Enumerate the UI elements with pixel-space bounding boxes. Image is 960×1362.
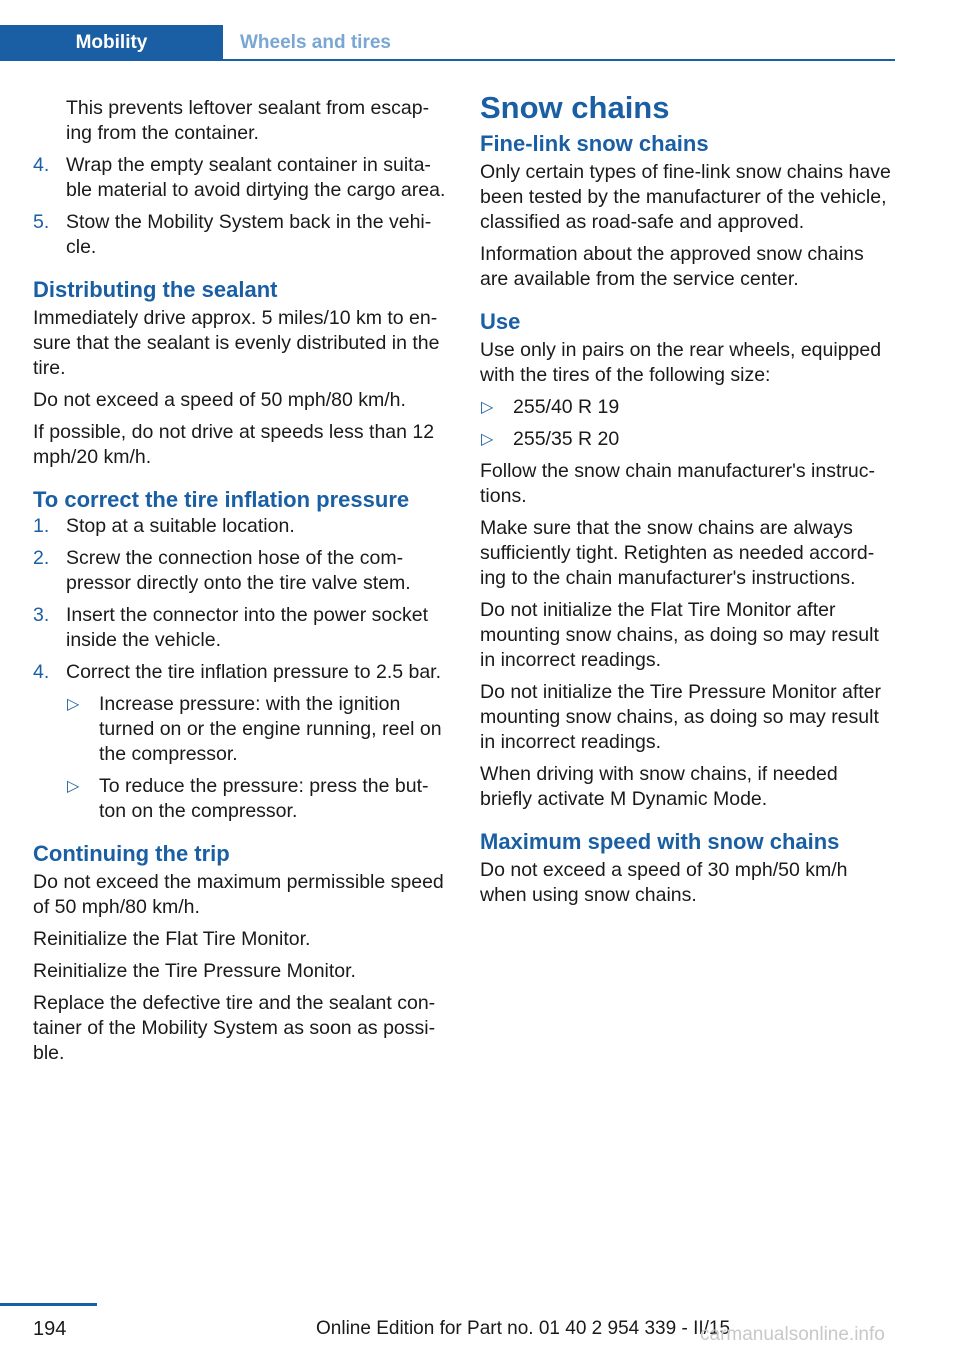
paragraph: When driving with snow chains, if needed briefly activate M Dynamic Mode. bbox=[480, 763, 838, 810]
left-column bbox=[33, 96, 449, 1073]
page-title: Snow chains bbox=[480, 90, 670, 125]
heading-correct-inflation: To correct the tire inflation pressure bbox=[33, 487, 410, 512]
step-number: 2. bbox=[33, 547, 50, 569]
chapter-tabbar bbox=[0, 25, 895, 61]
paragraph: Make sure that the snow chains are always sufficiently tight. Retighten as needed accord- ing to the chain manufacturer's instructions. bbox=[480, 517, 875, 589]
paragraph: Use only in pairs on the rear wheels, equipped with the tires of the following size: bbox=[480, 339, 882, 386]
paragraph: Do not exceed a speed of 30 mph/50 km/h when using snow chains. bbox=[480, 859, 848, 906]
list-item bbox=[33, 514, 449, 539]
step-number: 4. bbox=[33, 154, 50, 176]
paragraph: Immediately drive approx. 5 miles/10 km to en- sure that the sealant is evenly distributed in the tire. bbox=[33, 307, 440, 379]
paragraph: Reinitialize the Tire Pressure Monitor. bbox=[33, 960, 356, 982]
step-text: Wrap the empty sealant container in suita- ble material to avoid dirtying the cargo area. bbox=[66, 154, 446, 201]
list-item bbox=[33, 210, 449, 260]
footer-rule bbox=[0, 1303, 97, 1306]
list-item bbox=[33, 153, 449, 203]
step-text: Stop at a suitable location. bbox=[66, 515, 295, 537]
triangle-right-icon: ▷ bbox=[67, 778, 80, 795]
paragraph: Only certain types of fine-link snow chains have been tested by the manufacturer of the vehicle, classified as road-safe and approved. bbox=[480, 161, 891, 233]
edition-note: Online Edition for Part no. 01 40 2 954 339 - II/15 bbox=[316, 1318, 731, 1339]
paragraph: If possible, do not drive at speeds less than 12 mph/20 km/h. bbox=[33, 421, 435, 468]
paragraph: Reinitialize the Flat Tire Monitor. bbox=[33, 928, 311, 950]
triangle-right-icon: ▷ bbox=[67, 696, 80, 713]
step-text: Correct the tire inflation pressure to 2.5 bar. bbox=[66, 661, 442, 683]
page-number: 194 bbox=[33, 1318, 67, 1340]
triangle-right-icon: ▷ bbox=[481, 431, 494, 448]
bullet-text: To reduce the pressure: press the but- ton on the compressor. bbox=[99, 775, 429, 822]
bullet-text: Increase pressure: with the ignition turned on or the engine running, reel on the compressor. bbox=[99, 693, 442, 765]
step-text: Insert the connector into the power socket inside the vehicle. bbox=[66, 604, 429, 651]
step-text: Stow the Mobility System back in the vehi- cle. bbox=[66, 211, 432, 258]
heading-continuing-trip: Continuing the trip bbox=[33, 841, 230, 866]
step-continuation: This prevents leftover sealant from escap- ing from the container. bbox=[66, 97, 430, 144]
tab-underline bbox=[223, 59, 895, 61]
step-number: 5. bbox=[33, 211, 50, 233]
bullet-item bbox=[66, 692, 449, 767]
paragraph: Do not initialize the Tire Pressure Monitor after mounting snow chains, as doing so may result in incorrect readings. bbox=[480, 681, 882, 753]
paragraph: Replace the defective tire and the sealant con- tainer of the Mobility System as soon as possi- ble. bbox=[33, 992, 436, 1064]
list-item bbox=[33, 546, 449, 596]
step-number: 1. bbox=[33, 515, 50, 537]
paragraph: Information about the approved snow chains are available from the service center. bbox=[480, 243, 864, 290]
heading-distributing-sealant: Distributing the sealant bbox=[33, 277, 278, 302]
tab-mobility[interactable]: Mobility bbox=[0, 25, 223, 61]
tire-size: 255/35 R 20 bbox=[513, 428, 620, 450]
right-column bbox=[480, 90, 894, 915]
paragraph: Do not initialize the Flat Tire Monitor after mounting snow chains, as doing so may result in incorrect readings. bbox=[480, 599, 879, 671]
tire-size: 255/40 R 19 bbox=[513, 396, 620, 418]
step-text: Screw the connection hose of the com- pressor directly onto the tire valve stem. bbox=[66, 547, 411, 594]
paragraph: Follow the snow chain manufacturer's instruc- tions. bbox=[480, 460, 875, 507]
paragraph: Do not exceed a speed of 50 mph/80 km/h. bbox=[33, 389, 406, 411]
bullet-item bbox=[480, 395, 894, 420]
step-number: 4. bbox=[33, 661, 50, 683]
heading-max-speed-chains: Maximum speed with snow chains bbox=[480, 829, 840, 854]
list-item bbox=[33, 660, 449, 824]
bullet-item bbox=[480, 427, 894, 452]
list-item bbox=[33, 603, 449, 653]
heading-fine-link-chains: Fine-link snow chains bbox=[480, 131, 709, 156]
tab-wheels-and-tires[interactable]: Wheels and tires bbox=[240, 32, 391, 53]
heading-use: Use bbox=[480, 309, 521, 334]
step-number: 3. bbox=[33, 604, 50, 626]
watermark: carmanualsonline.info bbox=[700, 1324, 885, 1345]
paragraph: Do not exceed the maximum permissible speed of 50 mph/80 km/h. bbox=[33, 871, 444, 918]
bullet-item bbox=[66, 774, 449, 824]
triangle-right-icon: ▷ bbox=[481, 399, 494, 416]
